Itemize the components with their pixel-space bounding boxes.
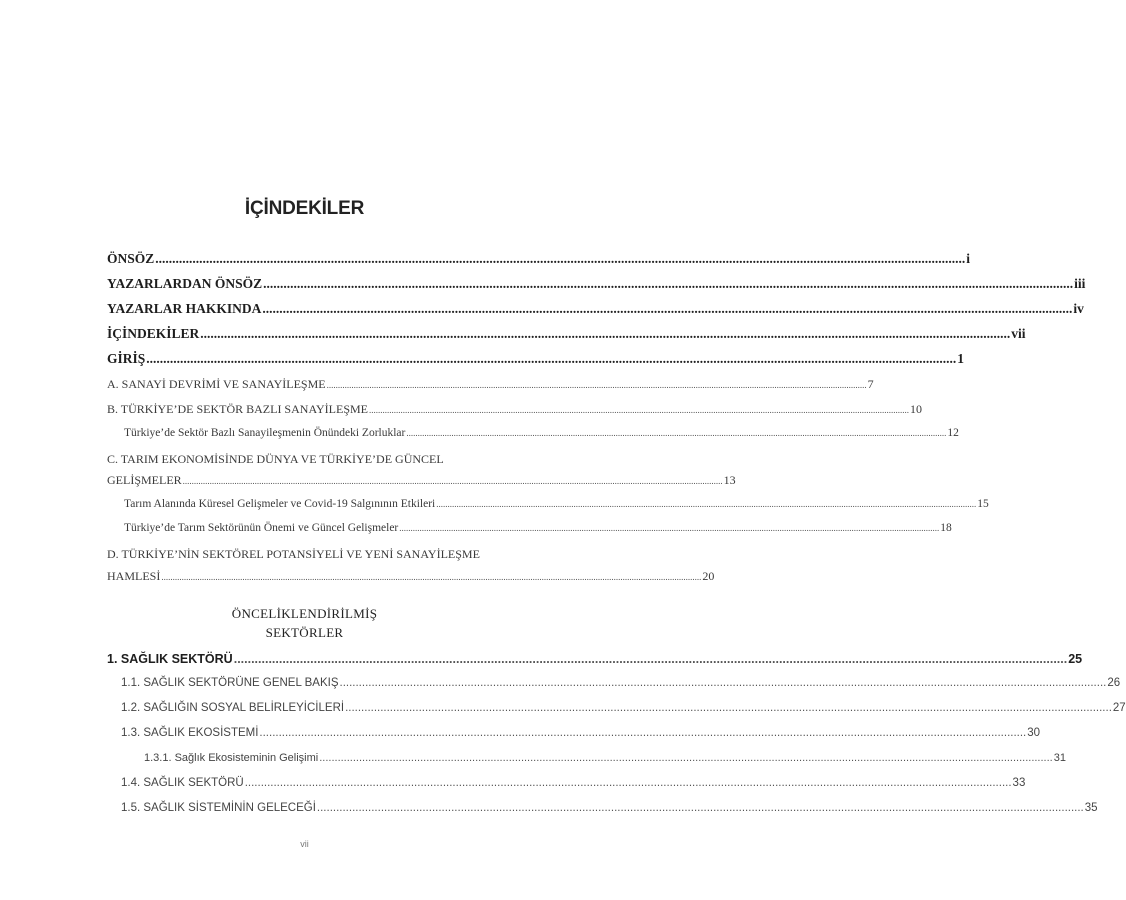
toc-entry-page: 20 — [702, 569, 715, 583]
toc-entry-label: 1.3.1. Sağlık Ekosisteminin Gelişimi — [144, 752, 319, 764]
toc-entry-page: 10 — [910, 402, 922, 416]
toc-entry-label: 1.2. SAĞLIĞIN SOSYAL BELİRLEYİCİLERİ — [121, 702, 345, 714]
toc-entry-page: iv — [1073, 301, 1084, 316]
toc-entry-label: 1.3. SAĞLIK EKOSİSTEMİ — [121, 727, 259, 739]
toc-entry-d[interactable] — [107, 569, 715, 583]
toc-entry-label: İÇİNDEKİLER — [107, 326, 200, 341]
toc-entry-d-line1[interactable]: D. TÜRKİYE’NİN SEKTÖREL POTANSİYELİ VE YENİ SANAYİLEŞME — [107, 547, 480, 561]
toc-entry-label: Tarım Alanında Küresel Gelişmeler ve Covid-19 Salgınının Etkileri — [124, 498, 436, 510]
toc-entry-page: 25 — [1068, 652, 1083, 666]
toc-entry-page: vii — [1011, 326, 1026, 341]
toc-entry-c-sub-2[interactable] — [124, 522, 952, 535]
toc-entry-page: 31 — [1053, 752, 1066, 764]
page-number: vii — [300, 839, 309, 849]
toc-entry-label: 1.4. SAĞLIK SEKTÖRÜ — [121, 777, 244, 789]
toc-entry-label: GELİŞMELER — [107, 473, 182, 487]
toc-entry-page: 15 — [977, 498, 989, 510]
toc-entry-yazarlar-hakkinda[interactable] — [107, 301, 1084, 316]
toc-entry-giris[interactable] — [107, 351, 965, 366]
toc-entry-b-sub[interactable] — [124, 427, 959, 440]
toc-entry-sector-1-5[interactable] — [121, 802, 1098, 815]
toc-entry-label: 1. SAĞLIK SEKTÖRÜ — [107, 652, 233, 666]
toc-entry-label: A. SANAYİ DEVRİMİ VE SANAYİLEŞME — [107, 377, 326, 391]
dot-leader: ................................................................................................................................................................................................................................................ — [155, 251, 966, 266]
dot-leader: ................................................................................................................................................................................................................................................ — [200, 326, 1011, 341]
toc-entry-c-sub-1[interactable] — [124, 498, 989, 511]
toc-entry-label: HAMLESİ — [107, 569, 161, 583]
toc-entry-label: Türkiye’de Sektör Bazlı Sanayileşmenin Önündeki Zorluklar — [124, 427, 406, 439]
toc-entry-page: i — [966, 251, 971, 266]
toc-entry-label: Türkiye’de Tarım Sektörünün Önemi ve Güncel Gelişmeler — [124, 522, 399, 534]
toc-entry-page: 7 — [867, 377, 874, 391]
section-heading-line2: SEKTÖRLER — [265, 625, 344, 640]
dot-leader: ................................................................................................................................................................................................................................................ — [436, 499, 977, 509]
dot-leader: ................................................................................................................................................................................................................................................ — [233, 652, 1068, 666]
dot-leader: ................................................................................................................................................................................................................................................ — [244, 777, 1012, 789]
toc-entry-sector-1[interactable] — [107, 652, 1083, 666]
dot-leader: ................................................................................................................................................................................................................................................ — [326, 380, 867, 390]
toc-entry-page: 12 — [947, 427, 959, 439]
section-heading-line1: ÖNCELİKLENDİRİLMİŞ — [231, 606, 378, 621]
toc-entry-label: GİRİŞ — [107, 351, 146, 366]
dot-leader: ................................................................................................................................................................................................................................................ — [369, 405, 909, 415]
toc-entry-yazarlardan-onsoz[interactable] — [107, 276, 1086, 291]
toc-entry-c[interactable] — [107, 473, 736, 487]
dot-leader: ................................................................................................................................................................................................................................................ — [146, 351, 957, 366]
toc-entry-label: 1.1. SAĞLIK SEKTÖRÜNE GENEL BAKIŞ — [121, 677, 339, 689]
dot-leader: ................................................................................................................................................................................................................................................ — [263, 276, 1074, 291]
toc-entry-icindekiler[interactable] — [107, 326, 1026, 341]
dot-leader: ................................................................................................................................................................................................................................................ — [319, 752, 1053, 764]
toc-entry-sector-1-4[interactable] — [121, 777, 1026, 790]
dot-leader: ................................................................................................................................................................................................................................................ — [339, 677, 1107, 689]
dot-leader: ................................................................................................................................................................................................................................................ — [399, 523, 940, 533]
toc-entry-page: 13 — [723, 473, 736, 487]
toc-entry-page: 26 — [1107, 677, 1121, 689]
toc-entry-onsoz[interactable] — [107, 251, 971, 266]
dot-leader: ................................................................................................................................................................................................................................................ — [316, 802, 1084, 814]
toc-entry-b[interactable] — [107, 402, 922, 416]
toc-entry-page: 1 — [957, 351, 965, 366]
dot-leader: ................................................................................................................................................................................................................................................ — [345, 702, 1112, 714]
dot-leader: ................................................................................................................................................................................................................................................ — [262, 301, 1073, 316]
dot-leader: ................................................................................................................................................................................................................................................ — [182, 476, 723, 486]
toc-entry-c-line1[interactable]: C. TARIM EKONOMİSİNDE DÜNYA VE TÜRKİYE’DE GÜNCEL — [107, 452, 444, 466]
dot-leader: ................................................................................................................................................................................................................................................ — [161, 572, 702, 582]
toc-entry-sector-1-2[interactable] — [121, 702, 1126, 715]
toc-entry-label: B. TÜRKİYE’DE SEKTÖR BAZLI SANAYİLEŞME — [107, 402, 368, 416]
dot-leader: ................................................................................................................................................................................................................................................ — [406, 428, 947, 438]
toc-entry-sector-1-3[interactable] — [121, 727, 1041, 740]
dot-leader: ................................................................................................................................................................................................................................................ — [259, 727, 1027, 739]
toc-entry-page: 30 — [1027, 727, 1041, 739]
toc-entry-label: ÖNSÖZ — [107, 251, 155, 266]
page-title: İÇİNDEKİLER — [244, 198, 365, 219]
toc-entry-a[interactable] — [107, 377, 874, 391]
toc-entry-label: 1.5. SAĞLIK SİSTEMİNİN GELECEĞİ — [121, 802, 316, 814]
toc-entry-page: 27 — [1112, 702, 1126, 714]
toc-entry-page: 33 — [1012, 777, 1026, 789]
toc-entry-sector-1-1[interactable] — [121, 677, 1121, 690]
toc-entry-label: YAZARLARDAN ÖNSÖZ — [107, 276, 263, 291]
toc-entry-page: 18 — [940, 522, 952, 534]
toc-entry-page: iii — [1074, 276, 1086, 291]
toc-entry-sector-1-3-1[interactable] — [144, 752, 1066, 764]
toc-entry-page: 35 — [1084, 802, 1098, 814]
toc-entry-label: YAZARLAR HAKKINDA — [107, 301, 262, 316]
